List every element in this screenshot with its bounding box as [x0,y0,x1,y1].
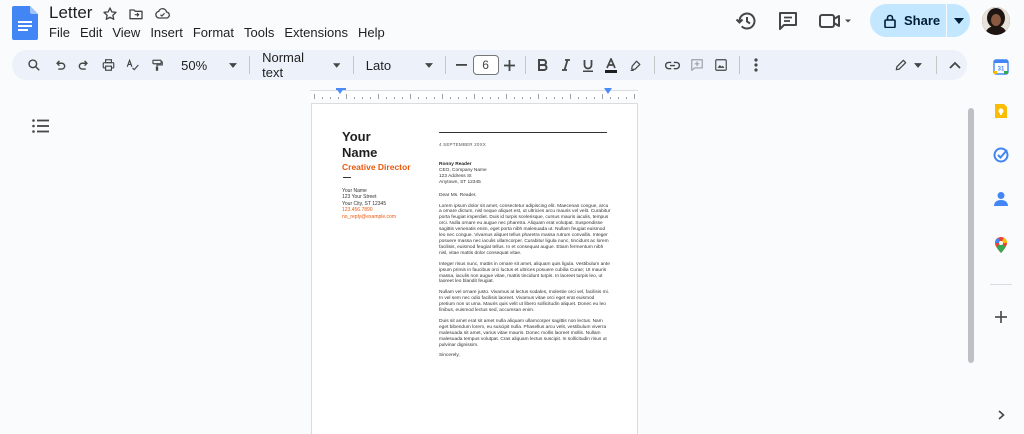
title-actions [100,4,172,24]
ruler-tick [498,97,499,99]
move-folder-icon[interactable] [126,4,146,24]
menu-help[interactable]: Help [357,25,385,40]
plus-icon [504,60,515,71]
ruler-tick [450,97,451,99]
increase-font-size-button[interactable] [501,51,520,79]
font-size-value[interactable]: 6 [473,55,499,75]
underline-button[interactable] [577,51,599,79]
recipient-name: Ronny Reader [439,162,472,167]
share-label: Share [904,13,941,28]
font-value: Lato [365,57,392,73]
menu-edit[interactable]: Edit [79,25,103,40]
avatar[interactable] [982,7,1010,35]
ruler-tick [466,97,467,99]
caret-down-icon [954,18,964,24]
contact-email: no_reply@example.com [342,213,396,220]
menu-format[interactable]: Format [192,25,234,40]
version-history-icon[interactable] [735,9,759,33]
ruler-tick [562,97,563,99]
ruler-tick [522,97,523,99]
add-comment-button[interactable] [685,51,709,79]
ruler-tick [346,94,347,99]
ruler-tick [482,97,483,99]
ruler-tick [442,94,443,99]
menu-bar [49,25,395,41]
side-panel [978,48,1024,434]
toolbar-divider [936,56,937,74]
insert-link-button[interactable] [661,51,685,79]
chevron-up-icon [949,61,961,69]
menu-tools[interactable]: Tools [244,25,275,40]
ruler-tick [322,97,323,99]
recipient-city: Anytown, ST 12345 [439,179,481,185]
search-icon [27,58,41,72]
meet-icon[interactable] [818,9,854,33]
ruler-tick [338,97,339,99]
ruler-tick [378,94,379,99]
ruler-tick [386,97,387,99]
paint-format-icon [150,58,164,73]
share-dropdown-button[interactable] [947,4,970,37]
comment-icon[interactable] [776,9,800,33]
right-indent-marker[interactable] [604,88,612,94]
svg-text:31: 31 [997,66,1005,73]
redo-icon [77,58,91,72]
text-color-button[interactable] [599,51,623,79]
ruler-tick [514,97,515,99]
recipient-block [439,162,611,186]
ruler [0,86,975,100]
recipient-title: CEO, Company Name [439,167,487,173]
horizontal-ruler[interactable] [310,90,638,99]
caret-down-icon [333,63,340,68]
body-paragraph-4: Duis sit amet erat sit amet nulla aliquam ullamcorper sagittis non lectus. Nam eget bibendum lorem, eu suscipit nulla. Phasellus arcu velit, vestibulum viverra malesuada sit amet, varius vitae mauris. Donec mollis laoreet mollis. Nullam malesuada tempus volutpat. Cras aliquam lectus suscipit. In sollicitudin risus ut pulvinar dignissim. [439,318,607,348]
lock-icon [884,14,896,28]
ruler-tick [506,94,507,99]
caret-down-icon [914,63,922,68]
paragraph-style-value: Normal text [262,50,305,80]
ruler-tick [330,97,331,99]
chevron-right-icon[interactable] [992,406,1010,424]
highlighter-icon [629,59,642,72]
more-options-button[interactable] [746,51,765,79]
undo-icon [53,58,67,72]
role-divider [343,177,351,178]
ruler-tick [370,97,371,99]
toolbar-divider [525,56,526,74]
ruler-tick [418,97,419,99]
link-icon [665,61,680,70]
ruler-tick [474,94,475,99]
ruler-tick [402,97,403,99]
body-paragraph-3: Nullam vel ornare justo. Vivamus at lectus sodales, molestie orci vel, facilisis mi. In vel sem nec odio facilisis laoreet. Vivamus vitae orci eget erat euismod pretium non ut urna. Mauris quis velit ut libero sollicitudin aliquet. Donec eu leo finibus, euismod lectus sed, accumsan enim. [439,290,609,314]
font-size-field[interactable] [471,51,501,79]
bold-button[interactable] [532,51,554,79]
ruler-tick [410,94,411,99]
contact-street: 123 Your Street [342,194,377,201]
insert-image-button[interactable] [709,51,733,79]
first-line-indent-marker[interactable] [336,88,346,90]
scrollbar-thumb[interactable] [968,108,974,363]
ruler-tick [586,97,587,99]
cloud-saved-icon[interactable] [152,4,172,24]
body-paragraph-2: Integer risus nunc, mattis in ornare sit amet, aliquam quis ligula. Vestibulum ante ipsum primis in faucibus orci luctus et ultrices posuere cubilia Curae; Ut mauris massa, iaculis non augue vitae, mattis tincidunt turpis. In laoreet turpis leo, ut laoreet leo blandit feugiat. [439,261,610,285]
italic-icon [561,59,571,71]
body-paragraph-1: Lorem ipsum dolor sit amet, consectetur adipiscing elit. Maecenas congue, arcu a ornare dictum, nisl neque aliquet est, ut ultricies arcu mauris vel velit. Curabitur porta feugiat imperdiet. Duis id turpis scelerisque, cursus mauris iaculis, tempus orci. Nulla ornare eu augue nec pharetra. Aliquam erat volutpat. Suspendisse sagittis venenatis enim, eget porta nibh malesuada ut. Nullam feugiat euismod leo nec congue. Vivamus aliquet tellus pharetra massa rutrum convallis. Integer posuere massa nec iaculis ullamcorper. Curabitur ligula nunc, tincidunt ac lorem facilisis, euismod feugiat tellus. In et consequat augue. Etiam fermentum nibh nisl, vitae mattis dolor consequat vitae. [439,203,611,256]
italic-button[interactable] [554,51,576,79]
ruler-tick [314,94,315,99]
redo-button[interactable] [72,51,96,79]
ruler-tick [538,94,539,99]
decrease-font-size-button[interactable] [452,51,471,79]
side-panel-divider [990,284,1012,285]
ruler-tick [626,97,627,99]
ruler-tick [354,97,355,99]
contacts-icon[interactable] [992,190,1010,208]
ruler-tick [362,97,363,99]
menu-insert[interactable]: Insert [150,25,183,40]
search-menus-button[interactable] [20,51,48,79]
paint-format-button[interactable] [145,51,169,79]
tasks-icon[interactable] [992,146,1010,164]
header-rule [439,132,607,133]
text-color-icon [605,58,617,73]
contact-city: Your City, ST 12345 [342,200,387,207]
font-dropdown[interactable] [360,51,439,79]
sender-name-heading [342,129,377,161]
print-button[interactable] [96,51,120,79]
add-icon[interactable] [992,308,1010,326]
toolbar-divider [739,56,740,74]
toolbar-divider [249,56,250,74]
editing-mode-dropdown[interactable] [887,51,930,79]
recipient-street: 123 Address St [439,173,472,179]
share-button[interactable] [870,4,970,37]
ruler-tick [394,97,395,99]
ruler-tick [634,94,635,99]
more-vert-icon [754,58,758,72]
ruler-tick [602,94,603,99]
letter-date: 4 SEPTEMBER 20XX [439,142,486,147]
ruler-tick [458,97,459,99]
menu-view[interactable]: View [112,25,141,40]
name-line-1: Your [342,129,371,144]
app-header [0,0,1024,48]
formatting-toolbar [12,50,967,80]
hide-menus-button[interactable] [943,51,967,79]
keep-icon[interactable] [992,102,1010,120]
name-line-2: Name [342,145,378,160]
contact-phone: 123.456.7890 [342,207,373,214]
bold-icon [538,59,548,71]
add-comment-icon [690,58,704,72]
ruler-tick [490,97,491,99]
zoom-value: 50% [181,57,208,73]
document-outline-icon[interactable] [32,118,50,134]
docs-logo-icon[interactable] [12,6,38,40]
ruler-tick [426,97,427,99]
ruler-tick [546,97,547,99]
toolbar-divider [445,56,446,74]
ruler-tick [530,97,531,99]
undo-button[interactable] [48,51,72,79]
caret-down-icon [229,63,237,68]
calendar-icon[interactable] [992,58,1010,76]
image-icon [714,58,728,72]
menu-file[interactable]: File [49,25,70,40]
document-page[interactable] [311,103,638,434]
print-icon [101,58,116,72]
zoom-dropdown[interactable] [175,51,243,79]
sender-contact [342,188,396,220]
share-main[interactable] [870,4,946,37]
caret-down-icon [425,63,433,68]
ruler-tick [618,97,619,99]
ruler-tick [578,97,579,99]
ruler-tick [434,97,435,99]
letter-body [439,162,611,364]
ruler-tick [594,97,595,99]
sender-role: Creative Director [342,162,411,172]
pencil-icon [894,58,908,72]
toolbar-divider [353,56,354,74]
ruler-tick [610,97,611,99]
maps-icon[interactable] [992,236,1010,254]
highlight-color-button[interactable] [623,51,647,79]
star-icon[interactable] [100,4,120,24]
document-title[interactable]: Letter [49,3,93,22]
paragraph-style-dropdown[interactable] [256,51,347,79]
ruler-tick [554,97,555,99]
contact-name: Your Name [342,188,367,194]
closing: Sincerely, [439,353,460,359]
minus-icon [456,64,467,66]
underline-icon [583,59,593,72]
spellcheck-button[interactable] [121,51,145,79]
greeting: Dear Ms. Reader, [439,192,477,198]
toolbar-divider [654,56,655,74]
ruler-tick [570,94,571,99]
spellcheck-icon [125,58,140,72]
menu-extensions[interactable]: Extensions [284,25,348,40]
